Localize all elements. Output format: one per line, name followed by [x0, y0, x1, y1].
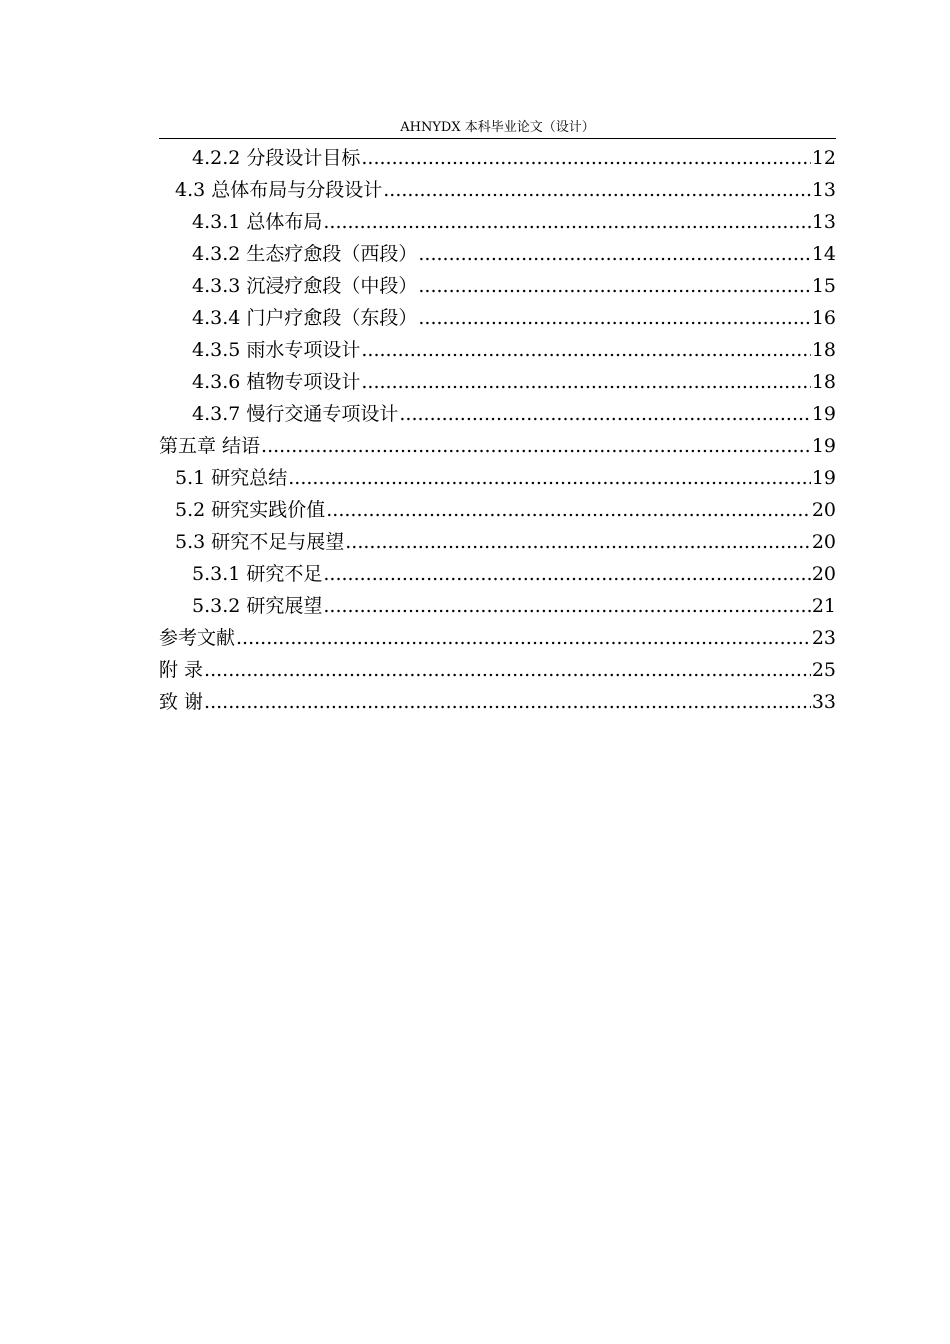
- toc-entry-page: 13: [811, 179, 836, 201]
- toc-dot-leader: [261, 430, 811, 462]
- toc-entry-page: 21: [811, 595, 836, 617]
- toc-entry-title: 4.3.2 生态疗愈段（西段）: [192, 243, 418, 265]
- toc-entry[interactable]: [159, 238, 836, 270]
- toc-dot-leader: [361, 142, 810, 174]
- toc-entry[interactable]: [159, 206, 836, 238]
- toc-dot-leader: [236, 622, 811, 654]
- toc-entry-title: 5.3.2 研究展望: [192, 595, 323, 617]
- toc-entry-page: 19: [811, 403, 836, 425]
- toc-entry[interactable]: [159, 590, 836, 622]
- toc-dot-leader: [418, 238, 810, 270]
- toc-entry-page: 33: [811, 691, 836, 713]
- toc-entry-page: 12: [811, 147, 836, 169]
- toc-dot-leader: [345, 526, 811, 558]
- toc-dot-leader: [399, 398, 810, 430]
- toc-entry-page: 14: [811, 243, 836, 265]
- toc-entry-title: 5.2 研究实践价值: [175, 499, 326, 521]
- toc-entry-title: 致 谢: [159, 691, 204, 713]
- toc-entry[interactable]: [159, 174, 836, 206]
- toc-entry[interactable]: [159, 494, 836, 526]
- toc-entry[interactable]: [159, 366, 836, 398]
- toc-entry[interactable]: [159, 398, 836, 430]
- toc-entry-page: 23: [811, 627, 836, 649]
- toc-entry-title: 4.3.3 沉浸疗愈段（中段）: [192, 275, 418, 297]
- toc-entry-page: 16: [811, 307, 836, 329]
- toc-entry-title: 参考文献: [159, 627, 236, 649]
- toc-entry-title: 5.1 研究总结: [175, 467, 288, 489]
- toc-dot-leader: [361, 366, 810, 398]
- toc-entry-title: 附 录: [159, 659, 204, 681]
- toc-entry[interactable]: [159, 526, 836, 558]
- toc-entry-page: 13: [811, 211, 836, 233]
- toc-dot-leader: [418, 302, 810, 334]
- toc-dot-leader: [361, 334, 810, 366]
- header-text: AHNYDX 本科毕业论文（设计）: [400, 120, 595, 135]
- toc-entry[interactable]: [159, 622, 836, 654]
- toc-entry-title: 4.2.2 分段设计目标: [192, 147, 361, 169]
- toc-entry[interactable]: [159, 558, 836, 590]
- toc-dot-leader: [418, 270, 810, 302]
- toc-entry[interactable]: [159, 334, 836, 366]
- toc-entry-page: 19: [811, 435, 836, 457]
- toc-entry-title: 4.3 总体布局与分段设计: [175, 179, 383, 201]
- toc-entry-title: 4.3.4 门户疗愈段（东段）: [192, 307, 418, 329]
- toc-entry-page: 18: [811, 371, 836, 393]
- toc-dot-leader: [326, 494, 811, 526]
- toc-dot-leader: [323, 206, 810, 238]
- toc-entry-page: 18: [811, 339, 836, 361]
- toc-entry-title: 第五章 结语: [159, 435, 261, 457]
- toc-entry-title: 5.3 研究不足与展望: [175, 531, 345, 553]
- table-of-contents: [159, 142, 836, 718]
- toc-entry-page: 19: [811, 467, 836, 489]
- toc-dot-leader: [323, 558, 810, 590]
- toc-entry[interactable]: [159, 654, 836, 686]
- toc-entry-page: 20: [811, 499, 836, 521]
- toc-dot-leader: [204, 686, 811, 718]
- toc-entry-page: 20: [811, 531, 836, 553]
- toc-entry[interactable]: [159, 686, 836, 718]
- toc-entry-title: 4.3.1 总体布局: [192, 211, 323, 233]
- toc-entry-page: 15: [811, 275, 836, 297]
- toc-entry[interactable]: [159, 302, 836, 334]
- toc-entry-page: 20: [811, 563, 836, 585]
- toc-entry-title: 4.3.6 植物专项设计: [192, 371, 361, 393]
- toc-entry[interactable]: [159, 142, 836, 174]
- toc-dot-leader: [204, 654, 811, 686]
- toc-entry-page: 25: [811, 659, 836, 681]
- toc-entry[interactable]: [159, 270, 836, 302]
- toc-dot-leader: [323, 590, 810, 622]
- toc-entry[interactable]: [159, 430, 836, 462]
- toc-entry-title: 5.3.1 研究不足: [192, 563, 323, 585]
- toc-entry-title: 4.3.5 雨水专项设计: [192, 339, 361, 361]
- toc-dot-leader: [383, 174, 811, 206]
- page-header: [159, 119, 836, 139]
- toc-entry-title: 4.3.7 慢行交通专项设计: [192, 403, 399, 425]
- toc-entry[interactable]: [159, 462, 836, 494]
- toc-dot-leader: [288, 462, 811, 494]
